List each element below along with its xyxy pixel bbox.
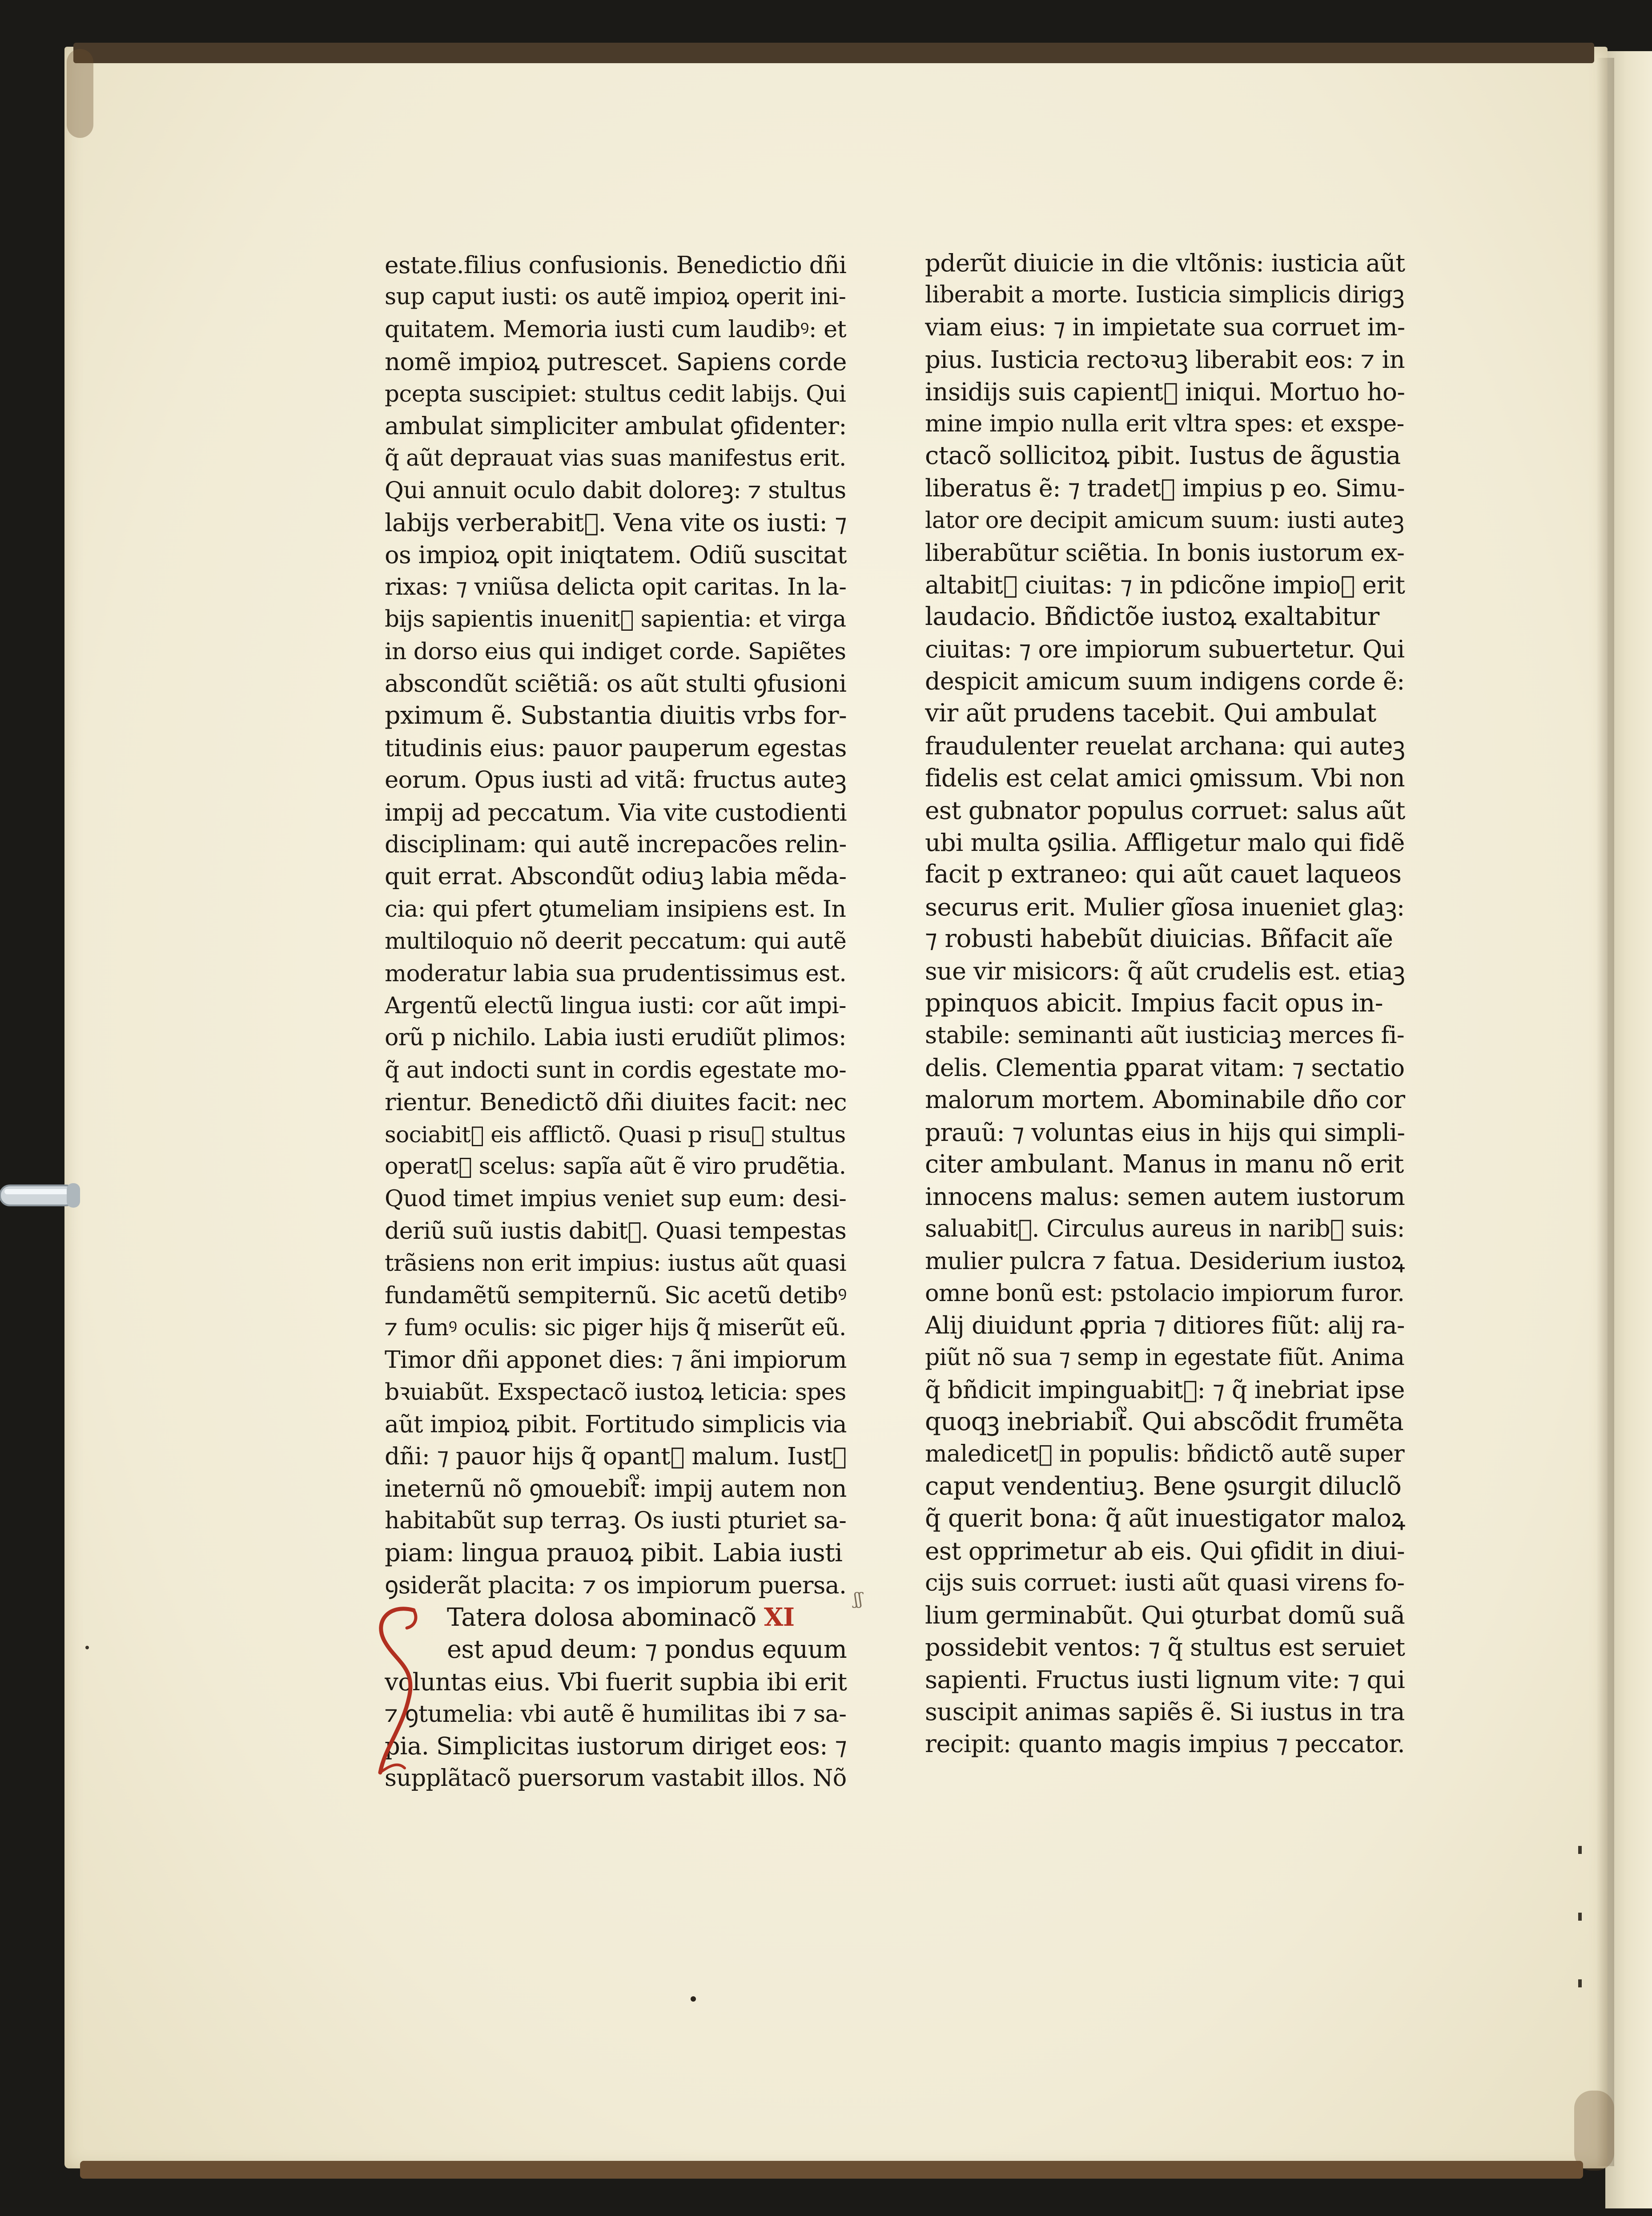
text-line: facit p extraneo: qui aũt cauet laqueos xyxy=(925,860,1402,889)
chapter-first-line-text: Tatera dolosa abominacõ xyxy=(447,1603,756,1632)
text-line: sapienti. Fructus iusti lignum vite: ⁊ qui xyxy=(925,1665,1405,1694)
text-line: quoqꝫ inebriabit᷑. Qui abscõdit frumẽta xyxy=(925,1407,1404,1437)
text-line: citer ambulant. Manus in manu nõ erit xyxy=(925,1149,1404,1179)
text-line: Alij diuidunt ꝓpria ⁊ ditiores fiũt: alij ra- xyxy=(925,1311,1405,1339)
text-line: saluabit᷑. Circulus aureus in naribꝰ suis: xyxy=(925,1215,1405,1242)
text-line: multiloquio nõ deerit peccatum: qui autẽ xyxy=(385,928,847,955)
text-line: q̃ bñdicit impinguabit᷑: ⁊ q̃ inebriat ipse xyxy=(925,1375,1405,1404)
text-line: Timor dñi apponet dies: ⁊ ãni impiorum xyxy=(385,1346,847,1374)
page-bottom-edge xyxy=(80,2161,1583,2179)
text-line: laudacio. Bñdictõe iustoꝝ exaltabitur xyxy=(925,602,1379,632)
text-line: bijs sapientis inuenit᷑ sapientia: et virga xyxy=(385,606,846,633)
text-line: operat᷑ scelus: sapĩa aũt ẽ viro prudẽtia. xyxy=(385,1153,846,1180)
text-line: supplãtacõ puersorum vastabit illos. Nõ xyxy=(385,1765,847,1792)
chapter-xi xyxy=(385,1601,847,1794)
text-line: lator ore decipit amicum suum: iusti auteꝫ xyxy=(925,507,1404,534)
text-line: maledicet᷑ in populis: bñdictõ autẽ super xyxy=(925,1440,1405,1468)
red-initial-s-icon xyxy=(371,1601,425,1779)
text-line: bꝛuiabũt. Exspectacõ iustoꝝ leticia: spes xyxy=(385,1378,846,1406)
text-line: lium germinabũt. Qui ꝯturbat domũ suã xyxy=(925,1601,1405,1630)
text-line: titudinis eius: pauor pauperum egestas xyxy=(385,733,847,762)
text-line: os impioꝝ opit iniqtatem. Odiũ suscitat xyxy=(385,540,847,569)
chapter-numeral: XI xyxy=(764,1603,795,1632)
gutter-holes-icon xyxy=(1576,1846,1584,1988)
text-line: Quod timet impius veniet sup eum: desi- xyxy=(385,1185,847,1213)
text-line: sociabit᷑ eis afflictõ. Quasi p risuꝫ stultus xyxy=(385,1121,846,1148)
text-line: moderatur labia sua prudentissimus est. xyxy=(385,960,847,987)
left-column-lines xyxy=(385,249,847,1601)
text-line: altabit᷑ ciuitas: ⁊ in pdicõne impioꝝ erit xyxy=(925,570,1405,599)
text-line: suscipit animas sapiẽs ẽ. Si iustus in tra xyxy=(925,1697,1405,1726)
text-line: pcepta suscipiet: stultus cedit labijs. Qui xyxy=(385,380,846,407)
right-column-lines xyxy=(925,247,1405,1760)
stain-bottom-right xyxy=(1574,2091,1614,2171)
gutter-shadow xyxy=(1596,58,1614,2166)
text-line: q̃ aũt deprauat vias suas manifestus erit. xyxy=(385,445,846,472)
text-line: cijs suis corruet: iusti aũt quasi virens fo- xyxy=(925,1569,1405,1597)
text-line: prauũ: ⁊ voluntas eius in hijs qui simpli- xyxy=(925,1118,1405,1147)
chapter-first-line xyxy=(385,1601,847,1633)
text-line: q̃ aut indocti sunt in cordis egestate mo- xyxy=(385,1056,847,1084)
text-line: ciuitas: ⁊ ore impiorum subuertetur. Qui xyxy=(925,635,1405,663)
text-line: omne bonũ est: pstolacio impiorum furor. xyxy=(925,1279,1405,1307)
text-line: impij ad peccatum. Via vite custodienti xyxy=(385,798,847,826)
text-line: aũt impioꝝ pibit. Fortitudo simplicis via xyxy=(385,1410,847,1438)
text-line: habitabũt sup terraꝫ. Os iusti pturiet sa- xyxy=(385,1507,847,1535)
text-line: ctacõ sollicitoꝝ pibit. Iustus de ãgustia xyxy=(925,441,1401,471)
clip-icon xyxy=(0,1174,84,1217)
text-line: possidebit ventos: ⁊ q̃ stultus est seruiet xyxy=(925,1633,1405,1661)
text-line: est opprimetur ab eis. Qui ꝯfidit in diui- xyxy=(925,1536,1405,1565)
text-line: malorum mortem. Abominabile dño cor xyxy=(925,1086,1405,1115)
chapter-lines xyxy=(385,1634,847,1795)
text-line: abscondũt sciẽtiã: os aũt stulti ꝯfusioni xyxy=(385,669,847,698)
text-line: quitatem. Memoria iusti cum laudibꝰ: et xyxy=(385,315,846,343)
text-line: ⁊ fumꝰ oculis: sic piger hijs q̃ miserũt eũ. xyxy=(385,1314,846,1341)
text-line: delis. Clementia ꝑparat vitam: ⁊ sectatio xyxy=(925,1053,1405,1082)
text-line: labijs verberabit᷑. Vena vite os iusti: ⁊ xyxy=(385,508,847,537)
left-column xyxy=(385,249,847,1795)
text-line: disciplinam: qui autẽ increpacões relin- xyxy=(385,831,847,858)
text-line: ambulat simpliciter ambulat ꝯfidenter: xyxy=(385,411,847,440)
text-line: liberabit a morte. Iusticia simplicis dirigꝫ xyxy=(925,281,1404,309)
text-line: ⁊ robusti habebũt diuicias. Bñfacit aĩe xyxy=(925,924,1393,954)
text-line: q̃ querit bona: q̃ aũt inuestigator maloꝝ xyxy=(925,1504,1405,1533)
text-line: ppinquos abicit. Impius facit opus in- xyxy=(925,988,1383,1018)
text-line: est gubnator populus corruet: salus aũt xyxy=(925,796,1405,825)
text-line: Argentũ electũ lingua iusti: cor aũt impi- xyxy=(385,992,846,1019)
text-line: piam: lingua prauoꝝ pibit. Labia iusti xyxy=(385,1538,843,1567)
text-line: securus erit. Mulier gĩosa inueniet glaꝫ: xyxy=(925,892,1405,921)
text-line: in dorso eius qui indiget corde. Sapiẽtes xyxy=(385,638,846,665)
text-line: fundamẽtũ sempiternũ. Sic acetũ detibꝰ xyxy=(385,1281,847,1309)
text-line: ꝯsiderãt placita: ⁊ os impiorum puersa. xyxy=(385,1571,847,1600)
text-line: quit errat. Abscondũt odiuꝫ labia mẽda- xyxy=(385,863,847,890)
text-line: sue vir misicors: q̃ aũt crudelis est. etiaꝫ xyxy=(925,957,1405,985)
text-line: piũt nõ sua ⁊ semp in egestate fiũt. Anima xyxy=(925,1344,1405,1371)
text-line: mulier pulcra ⁊ fatua. Desiderium iustoꝝ xyxy=(925,1247,1405,1275)
text-line: estate.filius confusionis. Benedictio dñi xyxy=(385,251,847,279)
page-dot xyxy=(691,1996,696,2002)
text-line: pius. Iusticia rectoꝛuꝫ liberabit eos: ⁊ in xyxy=(925,345,1405,374)
text-line: ubi multa ꝯsilia. Affligetur malo qui fidẽ xyxy=(925,828,1405,857)
text-line: liberatus ẽ: ⁊ tradet᷑ impius p eo. Simu- xyxy=(925,474,1405,502)
text-line: dñi: ⁊ pauor hijs q̃ opant᷑ malum. Iustꝰ xyxy=(385,1442,847,1471)
margin-speck xyxy=(85,1646,89,1649)
text-line: ⁊ ꝯtumelia: vbi autẽ ẽ humilitas ibi ⁊ sa- xyxy=(385,1700,847,1728)
text-line: despicit amicum suum indigens corde ẽ: xyxy=(925,667,1405,696)
text-line: mine impio nulla erit vltra spes: et exspe- xyxy=(925,410,1404,437)
text-line: viam eius: ⁊ in impietate sua corruet im- xyxy=(925,313,1405,341)
text-line: fraudulenter reuelat archana: qui auteꝫ xyxy=(925,731,1405,760)
margin-mark: ʃʃ xyxy=(854,1590,863,1608)
text-line: ineternũ nõ ꝯmouebit᷑: impij autem non xyxy=(385,1474,847,1503)
text-line: rixas: ⁊ vniũsa delicta opit caritas. In la- xyxy=(385,573,847,600)
text-line: nomẽ impioꝝ putrescet. Sapiens corde xyxy=(385,347,847,376)
text-line: pia. Simplicitas iustorum diriget eos: ⁊ xyxy=(385,1732,847,1760)
stain-top-left xyxy=(67,49,93,138)
text-line: vir aũt prudens tacebit. Qui ambulat xyxy=(925,699,1376,728)
text-line: rientur. Benedictõ dñi diuites facit: nec xyxy=(385,1088,847,1116)
text-line: cia: qui pfert ꝯtumeliam insipiens est. In xyxy=(385,895,846,923)
text-line: Qui annuit oculo dabit doloreꝫ: ⁊ stultus xyxy=(385,477,846,504)
text-line: est apud deum: ⁊ pondus equum xyxy=(447,1635,847,1664)
text-line: sup caput iusti: os autẽ impioꝝ operit ini- xyxy=(385,284,846,310)
text-line: recipit: quanto magis impius ⁊ peccator. xyxy=(925,1729,1405,1758)
text-line: orũ p nichilo. Labia iusti erudiũt plimos: xyxy=(385,1024,846,1052)
text-line: pximum ẽ. Substantia diuitis vrbs for- xyxy=(385,701,847,730)
text-line: fidelis est celat amici ꝯmissum. Vbi non xyxy=(925,764,1405,793)
text-line: voluntas eius. Vbi fuerit supbia ibi erit xyxy=(385,1668,847,1696)
text-line: innocens malus: semen autem iustorum xyxy=(925,1182,1405,1211)
text-line: trãsiens non erit impius: iustus aũt quasi xyxy=(385,1250,847,1277)
text-line: liberabũtur sciẽtia. In bonis iustorum ex- xyxy=(925,539,1405,567)
text-line: eorum. Opus iusti ad vitã: fructus auteꝫ xyxy=(385,766,847,794)
right-column xyxy=(925,247,1405,1760)
text-line: stabile: seminanti aũt iusticiaꝫ merces fi- xyxy=(925,1022,1405,1049)
text-line: deriũ suũ iustis dabit᷑. Quasi tempestas xyxy=(385,1217,847,1245)
text-line: insidijs suis capient᷑ iniqui. Mortuo ho- xyxy=(925,377,1405,406)
text-line: caput vendentiuꝫ. Bene ꝯsurgit diluclõ xyxy=(925,1471,1402,1501)
page-top-edge xyxy=(73,43,1594,63)
text-line: pderũt diuicie in die vltõnis: iusticia aũt xyxy=(925,249,1405,277)
